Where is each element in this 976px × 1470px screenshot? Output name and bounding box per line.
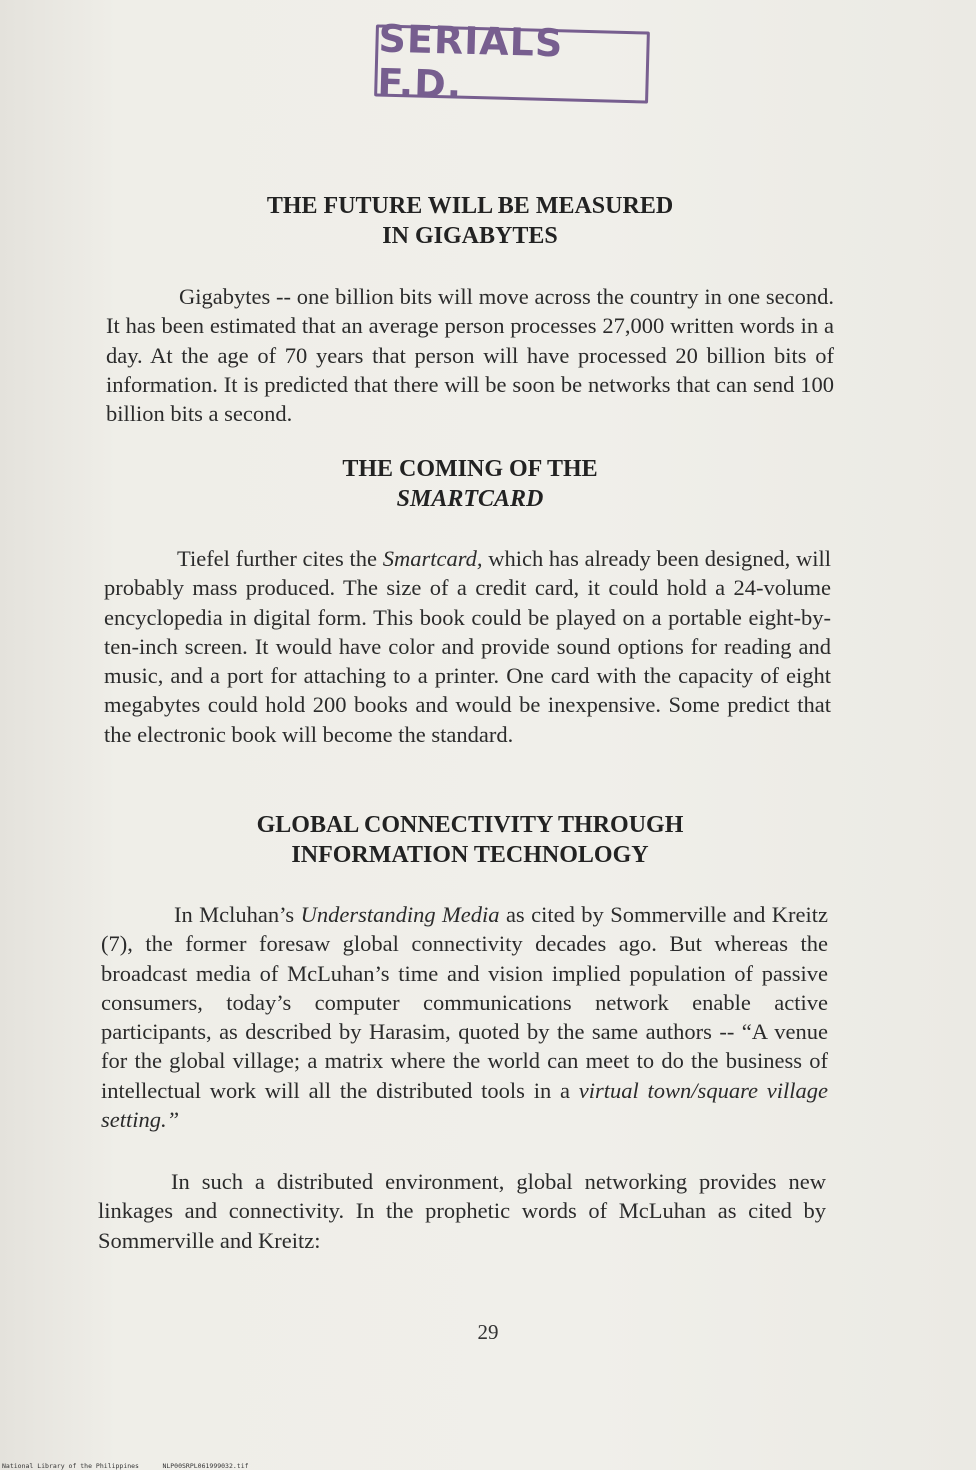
section-heading-gigabytes: THE FUTURE WILL BE MEASURED IN GIGABYTES	[266, 193, 674, 249]
paragraph-global-connectivity: In Mcluhan’s Understanding Media as cited by Sommerville and Kreitz (7), the former foresaw global connectivity decades ago. But whereas the broadcast media of McLuhan’s time and vision implied population of passive consumers, today’s computer communications network enable active participants, as described by Harasim, quoted by the same authors -- “A venue for the global village; a matrix where the world can meet to do the business of intellectual work will all the distributed tools in a virtual town/square village setting.”	[101, 902, 828, 1133]
paragraph-gigabytes: Gigabytes -- one billion bits will move across the country in one second. It has been estimated that an average person processes 27,000 written words in a day. At the age of 70 years that person will have processed 20 billion bits of information. It is predicted that there will be soon be networks that can send 100 billion bits a second.	[106, 284, 834, 427]
page-number: 29	[477, 1320, 499, 1344]
serials-stamp: SERIALS F.D.	[374, 24, 650, 103]
paragraph-distributed-environment: In such a distributed environment, global networking provides new linkages and connectivity. In the prophetic words of McLuhan as cited by Sommerville and Kreitz:	[98, 1169, 826, 1253]
show-through-bleed	[180, 150, 186, 176]
section-heading-global-connectivity: GLOBAL CONNECTIVITY THROUGH INFORMATION TECHNOLOGY	[256, 812, 684, 868]
section-heading-smartcard: THE COMING OF THE SMARTCARD	[342, 456, 598, 512]
paragraph-smartcard: Tiefel further cites the Smartcard, which has already been designed, will probably mass produced. The size of a credit card, it could hold a 24-volume encyclopedia in digital form. This book could be played on a portable eight-by-ten-inch screen. It would have color and provide sound options for reading and music, and a port for attaching to a printer. One card with the capacity of eight megabytes could hold 200 books and would be inexpensive. Some predict that the electronic book will become the standard.	[104, 546, 832, 747]
scan-footer: National Library of the Philippines NLP00SRPL061999032.tif	[2, 1462, 249, 1470]
